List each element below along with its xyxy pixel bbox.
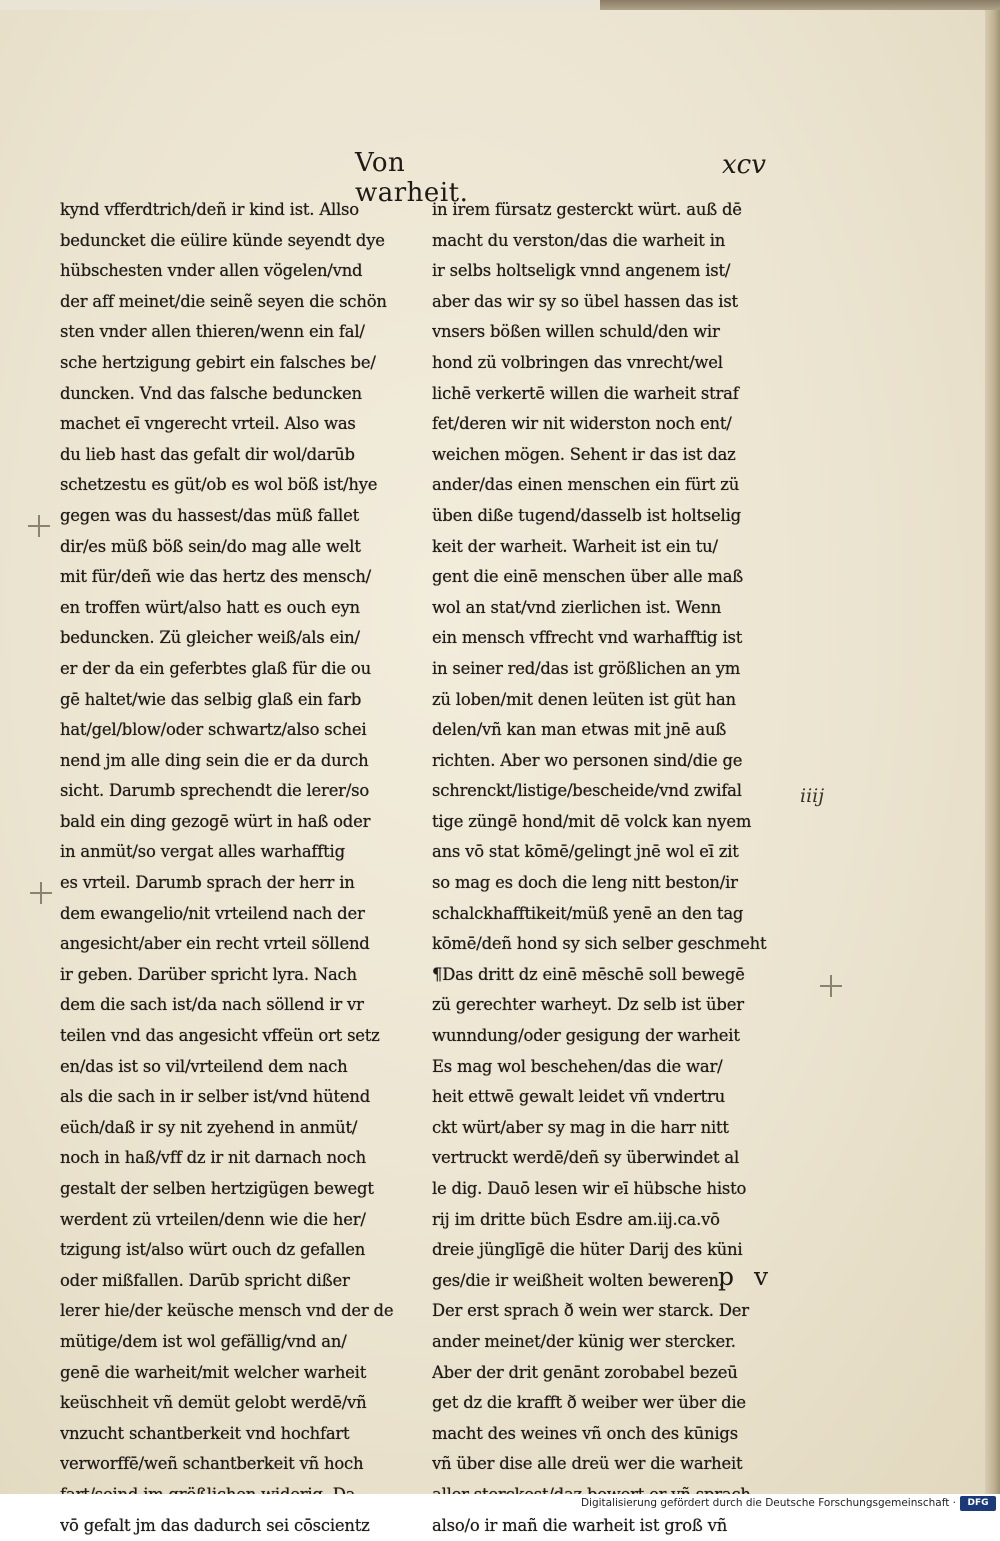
text-line: en troffen würt/also hatt es ouch eyn (60, 597, 360, 617)
text-line: zü gerechter warheyt. Dz selb ist über (432, 995, 744, 1015)
text-line: fet/deren wir nit widerston noch ent/ (432, 414, 732, 434)
margin-note: iiij (800, 785, 825, 807)
text-line: get dz die krafft ð weiber wer über die (432, 1393, 746, 1413)
text-line: rij im dritte büch Esdre am.iij.ca.vō (432, 1209, 720, 1229)
text-line: tige züngē hond/mit dē volck kan nyem (432, 811, 752, 831)
text-line: machet eī vngerecht vrteil. Also was (60, 414, 356, 434)
text-line: keüschheit vñ demüt gelobt werdē/vñ (60, 1393, 367, 1413)
text-line: es vrteil. Darumb sprach der herr in (60, 873, 355, 893)
text-line: schalckhafftikeit/müß yenē an den tag (432, 903, 744, 923)
text-line: le dig. Dauō lesen wir eī hübsche histo (432, 1179, 747, 1198)
text-line: Aber der drit genānt zorobabel bezeū (432, 1362, 738, 1382)
text-line: eüch/daß ir sy nit zyehend in anmüt/ (60, 1117, 358, 1137)
text-line: Es mag wol beschehen/das die war/ (432, 1056, 723, 1076)
text-line: dem die sach ist/da nach söllend ir vr (60, 995, 364, 1015)
text-line: delen/vñ kan man etwas mit jnē auß (432, 720, 727, 740)
crosshair-mark-icon (820, 975, 842, 997)
text-line: ans vō stat kōmē/gelingt jnē wol eī zit (432, 842, 739, 862)
text-line: dir/es müß böß sein/do mag alle welt (60, 536, 361, 556)
text-line: ¶Das dritt dz einē mēschē soll bewegē (432, 964, 745, 984)
text-line: vnzucht schantberkeit vnd hochfart (60, 1423, 350, 1443)
text-line: verworffē/weñ schantberkeit vñ hoch (60, 1454, 364, 1474)
text-line: macht du verston/das die warheit in (432, 230, 726, 250)
text-line: hond zü volbringen das vnrecht/wel (432, 352, 723, 372)
text-line: gē haltet/wie das selbig glaß ein farb (60, 689, 362, 709)
text-line: teilen vnd das angesicht vffeün ort setz (60, 1026, 380, 1046)
text-line: weichen mögen. Sehent ir das ist daz (432, 444, 736, 464)
text-line: heit ettwē gewalt leidet vñ vndertru (432, 1087, 725, 1107)
text-line: in seiner red/das ist größlichen an ym (432, 658, 741, 678)
text-line: zü loben/mit denen leüten ist güt han (432, 689, 736, 709)
text-line: dem ewangelio/nit vrteilend nach der (60, 903, 365, 923)
text-line: ein mensch vffrecht vnd warhafftig ist (432, 628, 743, 648)
running-head: Von warheit. (355, 148, 469, 208)
text-line: mütige/dem ist wol gefällig/vnd an/ (60, 1331, 347, 1351)
text-line: richten. Aber wo personen sind/die ge (432, 750, 743, 770)
text-line: gent die einē menschen über alle maß (432, 567, 744, 587)
text-line: mit für/deñ wie das hertz des mensch/ (60, 567, 371, 587)
text-line: in irem fürsatz gesterckt würt. auß dē (432, 200, 742, 219)
text-line: tzigung ist/also würt ouch dz gefallen (60, 1240, 366, 1260)
dfg-logo: DFG (960, 1496, 996, 1511)
text-line: ges/die ir weißheit wolten beweren. (432, 1270, 724, 1290)
text-line: beduncken. Zü gleicher weiß/als ein/ (60, 628, 360, 648)
text-line: duncken. Vnd das falsche beduncken (60, 383, 362, 403)
text-line: Der erst sprach ð wein wer starck. Der (432, 1301, 749, 1321)
text-line: wunndung/oder gesigung der warheit (432, 1026, 740, 1046)
footer-bar (0, 1494, 1000, 1514)
text-line: sche hertzigung gebirt ein falsches be/ (60, 352, 376, 372)
text-line: noch in haß/vff dz ir nit darnach noch (60, 1148, 366, 1168)
text-line: lerer hie/der keüsche mensch vnd der de (60, 1301, 394, 1321)
text-line: keit der warheit. Warheit ist ein tu/ (432, 536, 718, 556)
text-line: als die sach in ir selber ist/vnd hütend (60, 1087, 371, 1107)
text-line: beduncket die eülire künde seyendt dye (60, 230, 385, 250)
text-line: bald ein ding gezogē würt in haß oder (60, 811, 371, 831)
text-line: sten vnder allen thieren/wenn ein fal/ (60, 322, 365, 342)
text-line: ir geben. Darüber spricht lyra. Nach (60, 964, 357, 984)
text-line: ander meinet/der künig wer stercker. (432, 1331, 736, 1351)
text-line: er der da ein geferbtes glaß für die ou (60, 658, 371, 678)
text-line: oder mißfallen. Darūb spricht dißer (60, 1270, 350, 1290)
text-line: genē die warheit/mit welcher warheit (60, 1362, 367, 1382)
text-line: kōmē/deñ hond sy sich selber geschmeht (432, 934, 767, 954)
text-line: hübschesten vnder allen vögelen/vnd (60, 261, 363, 281)
text-line: dreie jünglīgē die hüter Darij des küni (432, 1240, 743, 1260)
text-line: du lieb hast das gefalt dir wol/darūb (60, 444, 355, 464)
text-line: hat/gel/blow/oder schwartz/also schei (60, 720, 367, 740)
text-line: vnsers bößen willen schuld/den wir (432, 322, 720, 342)
text-line: vō gefalt jm das dadurch sei cōscientz (60, 1515, 370, 1535)
text-line: der aff meinet/die seinẽ seyen die schön (60, 291, 387, 311)
crosshair-mark-icon (30, 882, 52, 904)
text-line: ckt würt/aber sy mag in die harr nitt (432, 1117, 729, 1137)
text-line: schrenckt/listige/bescheide/vnd zwifal (432, 781, 742, 801)
text-line: schetzestu es güt/ob es wol böß ist/hye (60, 475, 378, 495)
text-line: kynd vfferdtrich/deñ ir kind ist. Allso (60, 200, 359, 219)
text-line: aber das wir sy so übel hassen das ist (432, 291, 738, 311)
text-line: üben diße tugend/dasselb ist holtselig (432, 505, 741, 525)
text-line: en/das ist so vil/vrteilend dem nach (60, 1056, 348, 1076)
text-line: gegen was du hassest/das müß fallet (60, 505, 359, 525)
text-line: sicht. Darumb sprechendt die lerer/so (60, 781, 370, 801)
text-line: wol an stat/vnd zierlichen ist. Wenn (432, 597, 722, 617)
text-line: in anmüt/so vergat alles warhafftig (60, 842, 345, 862)
signature-mark: p v (718, 1262, 775, 1291)
crosshair-mark-icon (28, 515, 50, 537)
right-text-column (432, 195, 782, 1541)
text-line: also/o ir mañ die warheit ist groß vñ (432, 1515, 728, 1535)
text-line: so mag es doch die leng nitt beston/ir (432, 873, 738, 893)
text-line: gestalt der selben hertzigügen bewegt (60, 1179, 374, 1198)
text-line: ir selbs holtseligk vnnd angenem ist/ (432, 261, 731, 281)
text-line: nend jm alle ding sein die er da durch (60, 750, 369, 770)
text-line: lichē verkertē willen die warheit straf (432, 383, 739, 403)
footer-credit: Digitalisierung gefördert durch die Deutsche Forschungsgemeinschaft · (580, 1497, 956, 1509)
text-line: vñ über dise alle dreü wer die warheit (432, 1454, 743, 1474)
text-line: macht des weines vñ onch des kūnigs (432, 1423, 738, 1443)
left-text-column (60, 195, 410, 1541)
text-line: werdent zü vrteilen/denn wie die her/ (60, 1209, 366, 1229)
text-line: vertruckt werdē/deñ sy überwindet al (432, 1148, 740, 1168)
folio-number: xcv (722, 150, 766, 180)
text-line: angesicht/aber ein recht vrteil söllend (60, 934, 370, 954)
text-line: ander/das einen menschen ein fürt zü (432, 475, 740, 495)
